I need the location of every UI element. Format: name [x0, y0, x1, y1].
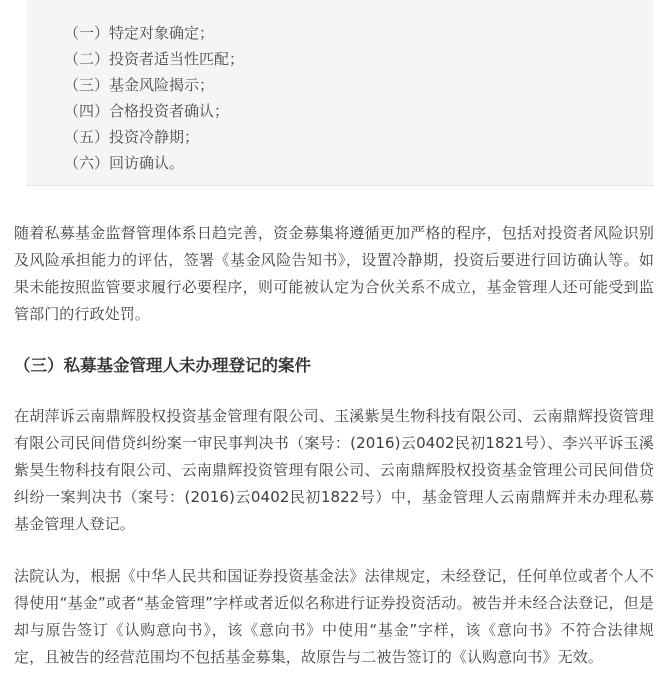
list-item: （六）回访确认。	[64, 154, 185, 172]
paragraph-court-opinion: 法院认为，根据《中华人民共和国证券投资基金法》法律规定，未经登记，任何单位或者个人不得使用“基金”或者“基金管理”字样或者近似名称进行证券投资活动。被告并未经合法登记，但是却与原告签订《认购意向书》，该《意向书》中使用“基金”字样，该《意向书》不符合法律规定，且被告的经营范围均不包括基金募集，故原告与二被告签订的《认购意向书》无效。	[14, 567, 654, 666]
list-item: （四）合格投资者确认；	[64, 102, 230, 120]
list-item: （一）特定对象确定；	[64, 24, 215, 42]
quote-box	[26, 0, 654, 186]
list-item: （二）投资者适当性匹配；	[64, 50, 245, 68]
list-item: （五）投资冷静期；	[64, 128, 200, 146]
procedure-list	[64, 20, 244, 176]
list-item: （三）基金风险揭示；	[64, 76, 215, 94]
paragraph-case: 在胡萍诉云南鼎辉股权投资基金管理有限公司、玉溪紫昊生物科技有限公司、云南鼎辉投资管理有限公司民间借贷纠纷案一审民事判决书（案号：(2016)云0402民初1821号）、李兴平诉玉溪紫昊生物科技有限公司、云南鼎辉投资管理有限公司、云南鼎辉股权投资基金管理公司民间借贷纠纷一案判决书（案号：(2016)云0402民初1822号）中，基金管理人云南鼎辉并未办理私募基金管理人登记。	[14, 407, 654, 533]
paragraph-regulation: 随着私募基金监督管理体系日趋完善，资金募集将遵循更加严格的程序，包括对投资者风险识别及风险承担能力的评估，签署《基金风险告知书》，设置冷静期，投资后要进行回访确认等。如果未能按照监管要求履行必要程序，则可能被认定为合伙关系不成立，基金管理人还可能受到监管部门的行政处罚。	[14, 224, 654, 323]
section-heading: （三）私募基金管理人未办理登记的案件	[14, 356, 311, 375]
